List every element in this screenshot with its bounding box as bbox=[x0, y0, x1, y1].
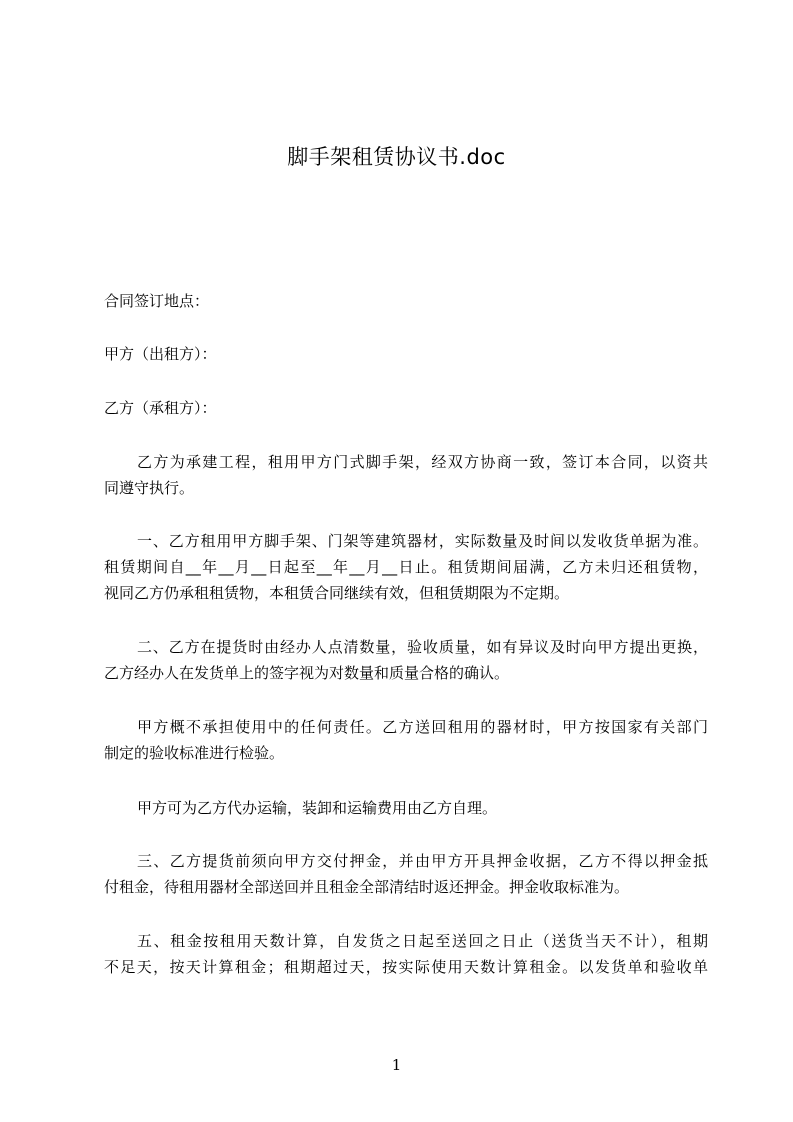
clause-2-line-1: 二、乙方在提货时由经办人点清数量，验收质量，如有异议及时向甲方提出更换， bbox=[137, 638, 708, 656]
clause-5-paragraph bbox=[104, 928, 708, 980]
clause-1-line-1: 一、乙方租用甲方脚手架、门架等建筑器材，实际数量及时间以发收货单据为准。 bbox=[137, 532, 708, 550]
liability-line-1: 甲方概不承担使用中的任何责任。乙方送回租用的器材时，甲方按国家有关部门 bbox=[137, 718, 708, 736]
clause-2-paragraph bbox=[104, 634, 708, 686]
party-a-label: 甲方（出租方）： bbox=[104, 345, 217, 363]
transport-paragraph bbox=[104, 795, 708, 821]
transport-line: 甲方可为乙方代办运输，装卸和运输费用由乙方自理。 bbox=[137, 799, 498, 817]
clause-2-line-2: 乙方经办人在发货单上的签字视为对数量和质量合格的确认。 bbox=[104, 664, 510, 682]
page-number: 1 bbox=[391, 1056, 402, 1074]
intro-paragraph bbox=[104, 449, 708, 501]
signing-place-line bbox=[104, 288, 708, 314]
clause-5-line-2: 不足天，按天计算租金；租期超过天，按实际使用天数计算租金。以发货单和验收单 bbox=[104, 958, 708, 976]
liability-line-2: 制定的验收标准进行检验。 bbox=[104, 744, 285, 762]
clause-3-line-1: 三、乙方提货前须向甲方交付押金，并由甲方开具押金收据，乙方不得以押金抵 bbox=[137, 852, 708, 870]
clause-1-line-2: 租赁期间自__年__月__日起至__年__月__日止。租赁期间届满，乙方未归还租赁物， bbox=[104, 558, 708, 576]
clause-3-line-2: 付租金，待租用器材全部送回并且租金全部清结时返还押金。押金收取标准为。 bbox=[104, 878, 630, 896]
clause-3-paragraph bbox=[104, 848, 708, 900]
intro-line-2: 同遵守执行。 bbox=[104, 479, 195, 497]
intro-line-1: 乙方为承建工程，租用甲方门式脚手架，经双方协商一致，签订本合同，以资共 bbox=[137, 453, 708, 471]
clause-1-paragraph bbox=[104, 528, 708, 606]
party-a-line bbox=[104, 341, 708, 367]
signing-place-label: 合同签订地点： bbox=[104, 292, 210, 310]
document-title: 脚手架租赁协议书.doc bbox=[287, 145, 506, 169]
party-b-line bbox=[104, 395, 708, 421]
party-b-label: 乙方（承租方）： bbox=[104, 399, 217, 417]
clause-1-line-3: 视同乙方仍承租租赁物，本租赁合同继续有效，但租赁期限为不定期。 bbox=[104, 584, 570, 602]
liability-paragraph bbox=[104, 714, 708, 766]
clause-5-line-1: 五、租金按租用天数计算，自发货之日起至送回之日止（送货当天不计），租期 bbox=[137, 932, 708, 950]
